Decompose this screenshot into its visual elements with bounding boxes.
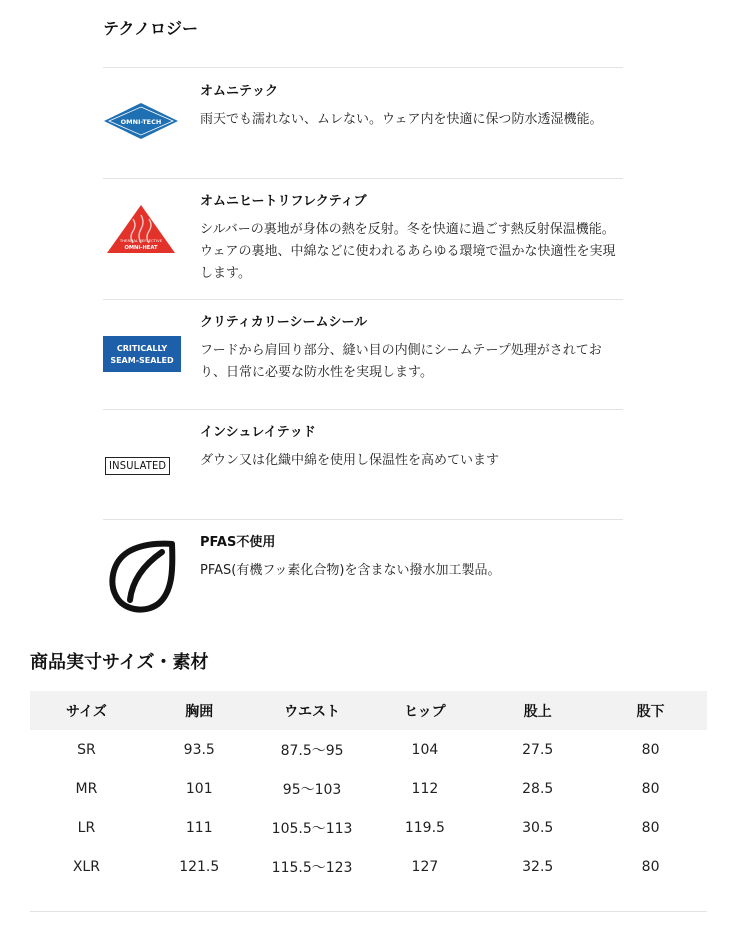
seam-sealed-icon bbox=[103, 336, 181, 372]
header-size: サイズ bbox=[30, 691, 143, 730]
cell-size: MR bbox=[75, 780, 98, 797]
insulated-logo-text: INSULATED bbox=[105, 457, 170, 475]
cell-hip: 112 bbox=[411, 780, 439, 797]
leaf-icon bbox=[106, 538, 178, 616]
tech-text bbox=[200, 314, 625, 384]
technology-list bbox=[103, 67, 623, 629]
tech-text bbox=[200, 534, 625, 582]
cell-chest: 111 bbox=[185, 819, 213, 836]
tech-desc: フードから肩回り部分、縫い目の内側にシームテープ処理がされており、日常に必要な防水性を実現します。 bbox=[200, 343, 602, 380]
tech-text bbox=[200, 424, 625, 472]
omni-tech-logo-text: OMNI-TECH bbox=[120, 118, 162, 126]
tech-name: オムニヒートリフレクティブ bbox=[200, 194, 367, 209]
cell-rise: 30.5 bbox=[522, 819, 554, 836]
tech-name: オムニテック bbox=[200, 84, 279, 99]
header-chest: 胸囲 bbox=[143, 691, 256, 730]
omni-heat-logo-text-1: THERMAL REFLECTIVE bbox=[119, 238, 163, 243]
header-inseam: 股下 bbox=[594, 691, 707, 730]
cell-inseam: 80 bbox=[641, 780, 660, 797]
cell-waist: 87.5～95 bbox=[280, 742, 344, 759]
omni-heat-logo bbox=[103, 203, 185, 261]
tech-item-pfas bbox=[103, 519, 623, 629]
tech-desc: PFAS(有機フッ素化合物)を含まない撥水加工製品。 bbox=[200, 563, 501, 578]
tech-item-seam-sealed bbox=[103, 299, 623, 409]
omni-heat-logo-text-2: OMNI-HEAT bbox=[124, 245, 158, 251]
cell-hip: 127 bbox=[411, 858, 439, 875]
cell-chest: 121.5 bbox=[179, 858, 220, 875]
tech-item-omni-tech bbox=[103, 67, 623, 178]
tech-text bbox=[200, 83, 625, 131]
tech-desc: ダウン又は化織中綿を使用し保温性を高めています bbox=[200, 453, 500, 468]
cell-chest: 93.5 bbox=[183, 741, 215, 758]
cell-rise: 28.5 bbox=[522, 780, 554, 797]
size-table-header-row bbox=[30, 691, 707, 730]
cell-chest: 101 bbox=[185, 780, 213, 797]
cell-waist: 115.5～123 bbox=[271, 859, 353, 876]
table-row bbox=[30, 847, 707, 886]
table-row bbox=[30, 730, 707, 769]
cell-rise: 27.5 bbox=[522, 741, 554, 758]
header-rise: 股上 bbox=[481, 691, 594, 730]
seam-sealed-logo-text-2: SEAM-SEALED bbox=[110, 356, 174, 365]
tech-desc: 雨天でも濡れない、ムレない。ウェア内を快適に保つ防水透湿機能。 bbox=[200, 112, 603, 127]
cell-size: XLR bbox=[72, 858, 100, 875]
cell-rise: 32.5 bbox=[522, 858, 554, 875]
size-section-title: 商品実寸サイズ・素材 bbox=[30, 652, 209, 673]
omni-tech-icon bbox=[103, 102, 179, 140]
tech-name: PFAS不使用 bbox=[200, 535, 276, 550]
tech-name: インシュレイテッド bbox=[200, 425, 316, 440]
header-hip: ヒップ bbox=[368, 691, 481, 730]
seam-sealed-logo-text-1: CRITICALLY bbox=[116, 344, 168, 353]
cell-inseam: 80 bbox=[641, 819, 660, 836]
pfas-logo bbox=[106, 538, 188, 620]
technology-title: テクノロジー bbox=[103, 19, 199, 38]
insulated-logo bbox=[105, 454, 187, 475]
seam-sealed-logo bbox=[103, 336, 185, 376]
cell-hip: 119.5 bbox=[404, 819, 445, 836]
table-row bbox=[30, 769, 707, 808]
size-table bbox=[30, 691, 707, 886]
cell-inseam: 80 bbox=[641, 858, 660, 875]
tech-text bbox=[200, 193, 625, 285]
tech-item-omni-heat bbox=[103, 178, 623, 299]
table-row bbox=[30, 808, 707, 847]
cell-waist: 95～103 bbox=[282, 781, 342, 798]
tech-name: クリティカリーシームシール bbox=[200, 315, 368, 330]
cell-size: SR bbox=[77, 741, 96, 758]
omni-tech-logo bbox=[103, 102, 185, 144]
cell-hip: 104 bbox=[411, 741, 439, 758]
header-waist: ウエスト bbox=[256, 691, 369, 730]
omni-heat-icon bbox=[103, 203, 179, 257]
tech-item-insulated bbox=[103, 409, 623, 519]
tech-desc: シルバーの裏地が身体の熱を反射。冬を快適に過ごす熱反射保温機能。ウェアの裏地、中綿などに使われるあらゆる環境で温かな快適性を実現します。 bbox=[200, 222, 616, 281]
cell-waist: 105.5～113 bbox=[271, 820, 353, 837]
bottom-divider bbox=[30, 911, 707, 912]
cell-inseam: 80 bbox=[641, 741, 660, 758]
cell-size: LR bbox=[77, 819, 96, 836]
